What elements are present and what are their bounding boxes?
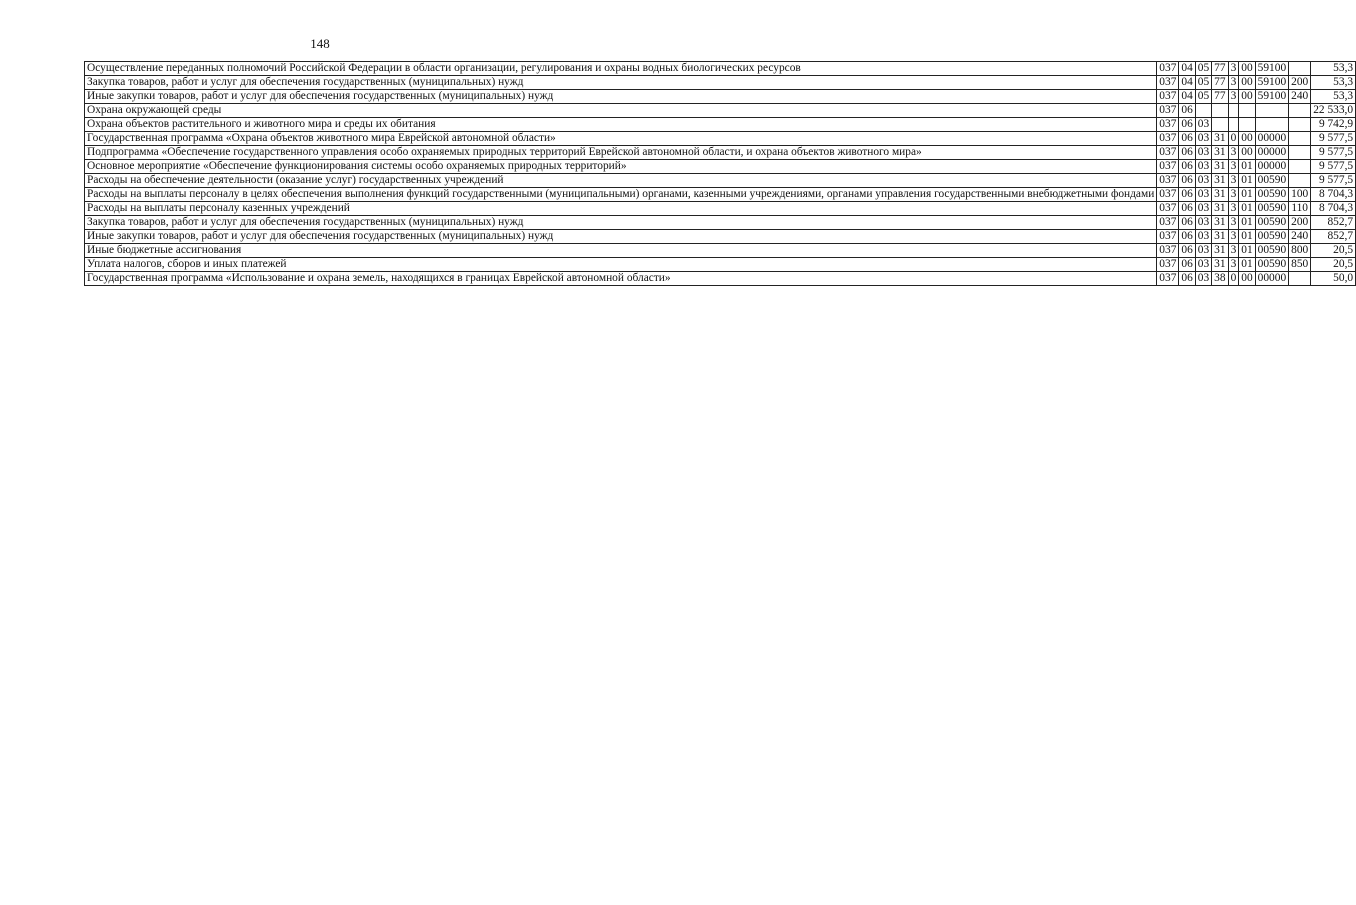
target-item-part1-cell: 31 (1212, 202, 1228, 216)
target-item-part1-cell (1212, 104, 1228, 118)
table-row (85, 230, 1356, 244)
section-code-cell: 04 (1179, 62, 1195, 76)
table-row (85, 132, 1356, 146)
expense-type-cell: 240 (1289, 230, 1311, 244)
subsection-code-cell: 05 (1195, 76, 1211, 90)
target-item-part3-cell: 00 (1239, 132, 1255, 146)
section-code-cell: 06 (1179, 216, 1195, 230)
amount-cell: 22 533,0 (1311, 104, 1356, 118)
amount-cell: 50,0 (1311, 272, 1356, 286)
section-code-cell: 06 (1179, 188, 1195, 202)
row-name-cell: Иные бюджетные ассигнования (85, 244, 1157, 258)
target-item-part1-cell: 31 (1212, 146, 1228, 160)
table-row (85, 272, 1356, 286)
row-name-cell: Закупка товаров, работ и услуг для обеспечения государственных (муниципальных) нужд (85, 216, 1157, 230)
expense-type-cell: 800 (1289, 244, 1311, 258)
target-item-part4-cell (1255, 118, 1288, 132)
target-item-part1-cell: 31 (1212, 230, 1228, 244)
section-code-cell: 06 (1179, 258, 1195, 272)
target-item-part1-cell: 77 (1212, 90, 1228, 104)
subsection-code-cell: 03 (1195, 272, 1211, 286)
target-item-part2-cell: 0 (1228, 132, 1239, 146)
target-item-part3-cell: 01 (1239, 202, 1255, 216)
dept-code-cell: 037 (1157, 90, 1179, 104)
target-item-part1-cell: 31 (1212, 258, 1228, 272)
target-item-part1-cell (1212, 118, 1228, 132)
subsection-code-cell: 03 (1195, 202, 1211, 216)
target-item-part3-cell: 01 (1239, 216, 1255, 230)
section-code-cell: 06 (1179, 272, 1195, 286)
section-code-cell: 06 (1179, 174, 1195, 188)
target-item-part4-cell (1255, 104, 1288, 118)
target-item-part4-cell: 00000 (1255, 160, 1288, 174)
target-item-part2-cell: 3 (1228, 188, 1239, 202)
target-item-part2-cell: 0 (1228, 272, 1239, 286)
target-item-part2-cell: 3 (1228, 258, 1239, 272)
target-item-part4-cell: 00590 (1255, 258, 1288, 272)
target-item-part2-cell: 3 (1228, 160, 1239, 174)
target-item-part4-cell: 00590 (1255, 216, 1288, 230)
section-code-cell: 06 (1179, 146, 1195, 160)
subsection-code-cell: 03 (1195, 230, 1211, 244)
table-row (85, 216, 1356, 230)
table-row (85, 118, 1356, 132)
row-name-cell: Расходы на обеспечение деятельности (оказание услуг) государственных учреждений (85, 174, 1157, 188)
target-item-part4-cell: 00000 (1255, 272, 1288, 286)
target-item-part4-cell: 00590 (1255, 244, 1288, 258)
target-item-part2-cell: 3 (1228, 146, 1239, 160)
target-item-part2-cell: 3 (1228, 174, 1239, 188)
table-row (85, 90, 1356, 104)
target-item-part1-cell: 77 (1212, 76, 1228, 90)
target-item-part4-cell: 00590 (1255, 230, 1288, 244)
amount-cell: 852,7 (1311, 216, 1356, 230)
table-row (85, 244, 1356, 258)
row-name-cell: Охрана объектов растительного и животного мира и среды их обитания (85, 118, 1157, 132)
amount-cell: 9 577,5 (1311, 146, 1356, 160)
section-code-cell: 06 (1179, 230, 1195, 244)
row-name-cell: Расходы на выплаты персоналу в целях обеспечения выполнения функций государственными (муниципальными) органами, казенными учреждениями, органами управления государственными внебюджетными фондами (85, 188, 1157, 202)
target-item-part3-cell: 00 (1239, 76, 1255, 90)
expense-type-cell (1289, 62, 1311, 76)
dept-code-cell: 037 (1157, 258, 1179, 272)
amount-cell: 53,3 (1311, 76, 1356, 90)
dept-code-cell: 037 (1157, 146, 1179, 160)
budget-table-body (85, 62, 1356, 286)
section-code-cell: 04 (1179, 76, 1195, 90)
dept-code-cell: 037 (1157, 62, 1179, 76)
row-name-cell: Закупка товаров, работ и услуг для обеспечения государственных (муниципальных) нужд (85, 76, 1157, 90)
budget-table (84, 61, 1356, 286)
amount-cell: 852,7 (1311, 230, 1356, 244)
section-code-cell: 06 (1179, 118, 1195, 132)
dept-code-cell: 037 (1157, 104, 1179, 118)
row-name-cell: Осуществление переданных полномочий Российской Федерации в области организации, регулирования и охраны водных биологических ресурсов (85, 62, 1157, 76)
target-item-part3-cell: 01 (1239, 258, 1255, 272)
expense-type-cell: 240 (1289, 90, 1311, 104)
dept-code-cell: 037 (1157, 132, 1179, 146)
table-row (85, 258, 1356, 272)
table-row (85, 160, 1356, 174)
target-item-part3-cell: 01 (1239, 160, 1255, 174)
expense-type-cell: 110 (1289, 202, 1311, 216)
expense-type-cell (1289, 104, 1311, 118)
amount-cell: 8 704,3 (1311, 202, 1356, 216)
target-item-part4-cell: 00590 (1255, 174, 1288, 188)
expense-type-cell (1289, 160, 1311, 174)
row-name-cell: Основное мероприятие «Обеспечение функционирования системы особо охраняемых природных территорий» (85, 160, 1157, 174)
section-code-cell: 04 (1179, 90, 1195, 104)
amount-cell: 9 577,5 (1311, 174, 1356, 188)
subsection-code-cell (1195, 104, 1211, 118)
dept-code-cell: 037 (1157, 118, 1179, 132)
row-name-cell: Расходы на выплаты персоналу казенных учреждений (85, 202, 1157, 216)
subsection-code-cell: 03 (1195, 188, 1211, 202)
table-row (85, 202, 1356, 216)
table-row (85, 76, 1356, 90)
target-item-part4-cell: 00000 (1255, 132, 1288, 146)
subsection-code-cell: 05 (1195, 90, 1211, 104)
target-item-part2-cell: 3 (1228, 244, 1239, 258)
section-code-cell: 06 (1179, 202, 1195, 216)
target-item-part1-cell: 31 (1212, 244, 1228, 258)
target-item-part1-cell: 31 (1212, 132, 1228, 146)
target-item-part3-cell: 00 (1239, 272, 1255, 286)
section-code-cell: 06 (1179, 104, 1195, 118)
target-item-part2-cell: 3 (1228, 230, 1239, 244)
expense-type-cell: 200 (1289, 76, 1311, 90)
dept-code-cell: 037 (1157, 216, 1179, 230)
target-item-part1-cell: 77 (1212, 62, 1228, 76)
dept-code-cell: 037 (1157, 202, 1179, 216)
dept-code-cell: 037 (1157, 188, 1179, 202)
target-item-part2-cell: 3 (1228, 62, 1239, 76)
target-item-part4-cell: 00590 (1255, 188, 1288, 202)
target-item-part1-cell: 31 (1212, 188, 1228, 202)
target-item-part3-cell: 00 (1239, 146, 1255, 160)
dept-code-cell: 037 (1157, 174, 1179, 188)
target-item-part2-cell: 3 (1228, 216, 1239, 230)
amount-cell: 20,5 (1311, 244, 1356, 258)
expense-type-cell (1289, 132, 1311, 146)
expense-type-cell: 850 (1289, 258, 1311, 272)
target-item-part4-cell: 00590 (1255, 202, 1288, 216)
row-name-cell: Охрана окружающей среды (85, 104, 1157, 118)
subsection-code-cell: 03 (1195, 160, 1211, 174)
target-item-part3-cell: 01 (1239, 244, 1255, 258)
subsection-code-cell: 03 (1195, 146, 1211, 160)
section-code-cell: 06 (1179, 160, 1195, 174)
target-item-part4-cell: 00000 (1255, 146, 1288, 160)
expense-type-cell (1289, 118, 1311, 132)
subsection-code-cell: 03 (1195, 118, 1211, 132)
table-row (85, 174, 1356, 188)
subsection-code-cell: 03 (1195, 244, 1211, 258)
target-item-part1-cell: 38 (1212, 272, 1228, 286)
dept-code-cell: 037 (1157, 244, 1179, 258)
target-item-part1-cell: 31 (1212, 160, 1228, 174)
target-item-part3-cell: 00 (1239, 90, 1255, 104)
amount-cell: 53,3 (1311, 62, 1356, 76)
dept-code-cell: 037 (1157, 76, 1179, 90)
section-code-cell: 06 (1179, 244, 1195, 258)
target-item-part2-cell (1228, 104, 1239, 118)
expense-type-cell: 100 (1289, 188, 1311, 202)
target-item-part1-cell: 31 (1212, 174, 1228, 188)
table-row (85, 104, 1356, 118)
row-name-cell: Подпрограмма «Обеспечение государственного управления особо охраняемых природных территорий Еврейской автономной области, и охрана объектов животного мира» (85, 146, 1157, 160)
amount-cell: 9 577,5 (1311, 132, 1356, 146)
table-row (85, 146, 1356, 160)
target-item-part1-cell: 31 (1212, 216, 1228, 230)
dept-code-cell: 037 (1157, 272, 1179, 286)
target-item-part2-cell: 3 (1228, 202, 1239, 216)
target-item-part2-cell: 3 (1228, 90, 1239, 104)
row-name-cell: Государственная программа «Использование и охрана земель, находящихся в границах Еврейской автономной области» (85, 272, 1157, 286)
subsection-code-cell: 03 (1195, 174, 1211, 188)
section-code-cell: 06 (1179, 132, 1195, 146)
target-item-part3-cell: 01 (1239, 230, 1255, 244)
expense-type-cell (1289, 272, 1311, 286)
amount-cell: 20,5 (1311, 258, 1356, 272)
row-name-cell: Государственная программа «Охрана объектов животного мира Еврейской автономной области» (85, 132, 1157, 146)
subsection-code-cell: 03 (1195, 132, 1211, 146)
target-item-part4-cell: 59100 (1255, 90, 1288, 104)
target-item-part3-cell (1239, 104, 1255, 118)
amount-cell: 8 704,3 (1311, 188, 1356, 202)
row-name-cell: Иные закупки товаров, работ и услуг для обеспечения государственных (муниципальных) нужд (85, 230, 1157, 244)
target-item-part2-cell (1228, 118, 1239, 132)
row-name-cell: Уплата налогов, сборов и иных платежей (85, 258, 1157, 272)
target-item-part3-cell: 00 (1239, 62, 1255, 76)
expense-type-cell: 200 (1289, 216, 1311, 230)
table-row (85, 62, 1356, 76)
amount-cell: 9 742,9 (1311, 118, 1356, 132)
expense-type-cell (1289, 146, 1311, 160)
amount-cell: 9 577,5 (1311, 160, 1356, 174)
target-item-part3-cell (1239, 118, 1255, 132)
target-item-part4-cell: 59100 (1255, 76, 1288, 90)
table-row (85, 188, 1356, 202)
row-name-cell: Иные закупки товаров, работ и услуг для обеспечения государственных (муниципальных) нужд (85, 90, 1157, 104)
page-number: 148 (310, 36, 330, 51)
subsection-code-cell: 03 (1195, 258, 1211, 272)
dept-code-cell: 037 (1157, 160, 1179, 174)
target-item-part3-cell: 01 (1239, 174, 1255, 188)
amount-cell: 53,3 (1311, 90, 1356, 104)
target-item-part4-cell: 59100 (1255, 62, 1288, 76)
subsection-code-cell: 05 (1195, 62, 1211, 76)
expense-type-cell (1289, 174, 1311, 188)
dept-code-cell: 037 (1157, 230, 1179, 244)
subsection-code-cell: 03 (1195, 216, 1211, 230)
target-item-part2-cell: 3 (1228, 76, 1239, 90)
target-item-part3-cell: 01 (1239, 188, 1255, 202)
